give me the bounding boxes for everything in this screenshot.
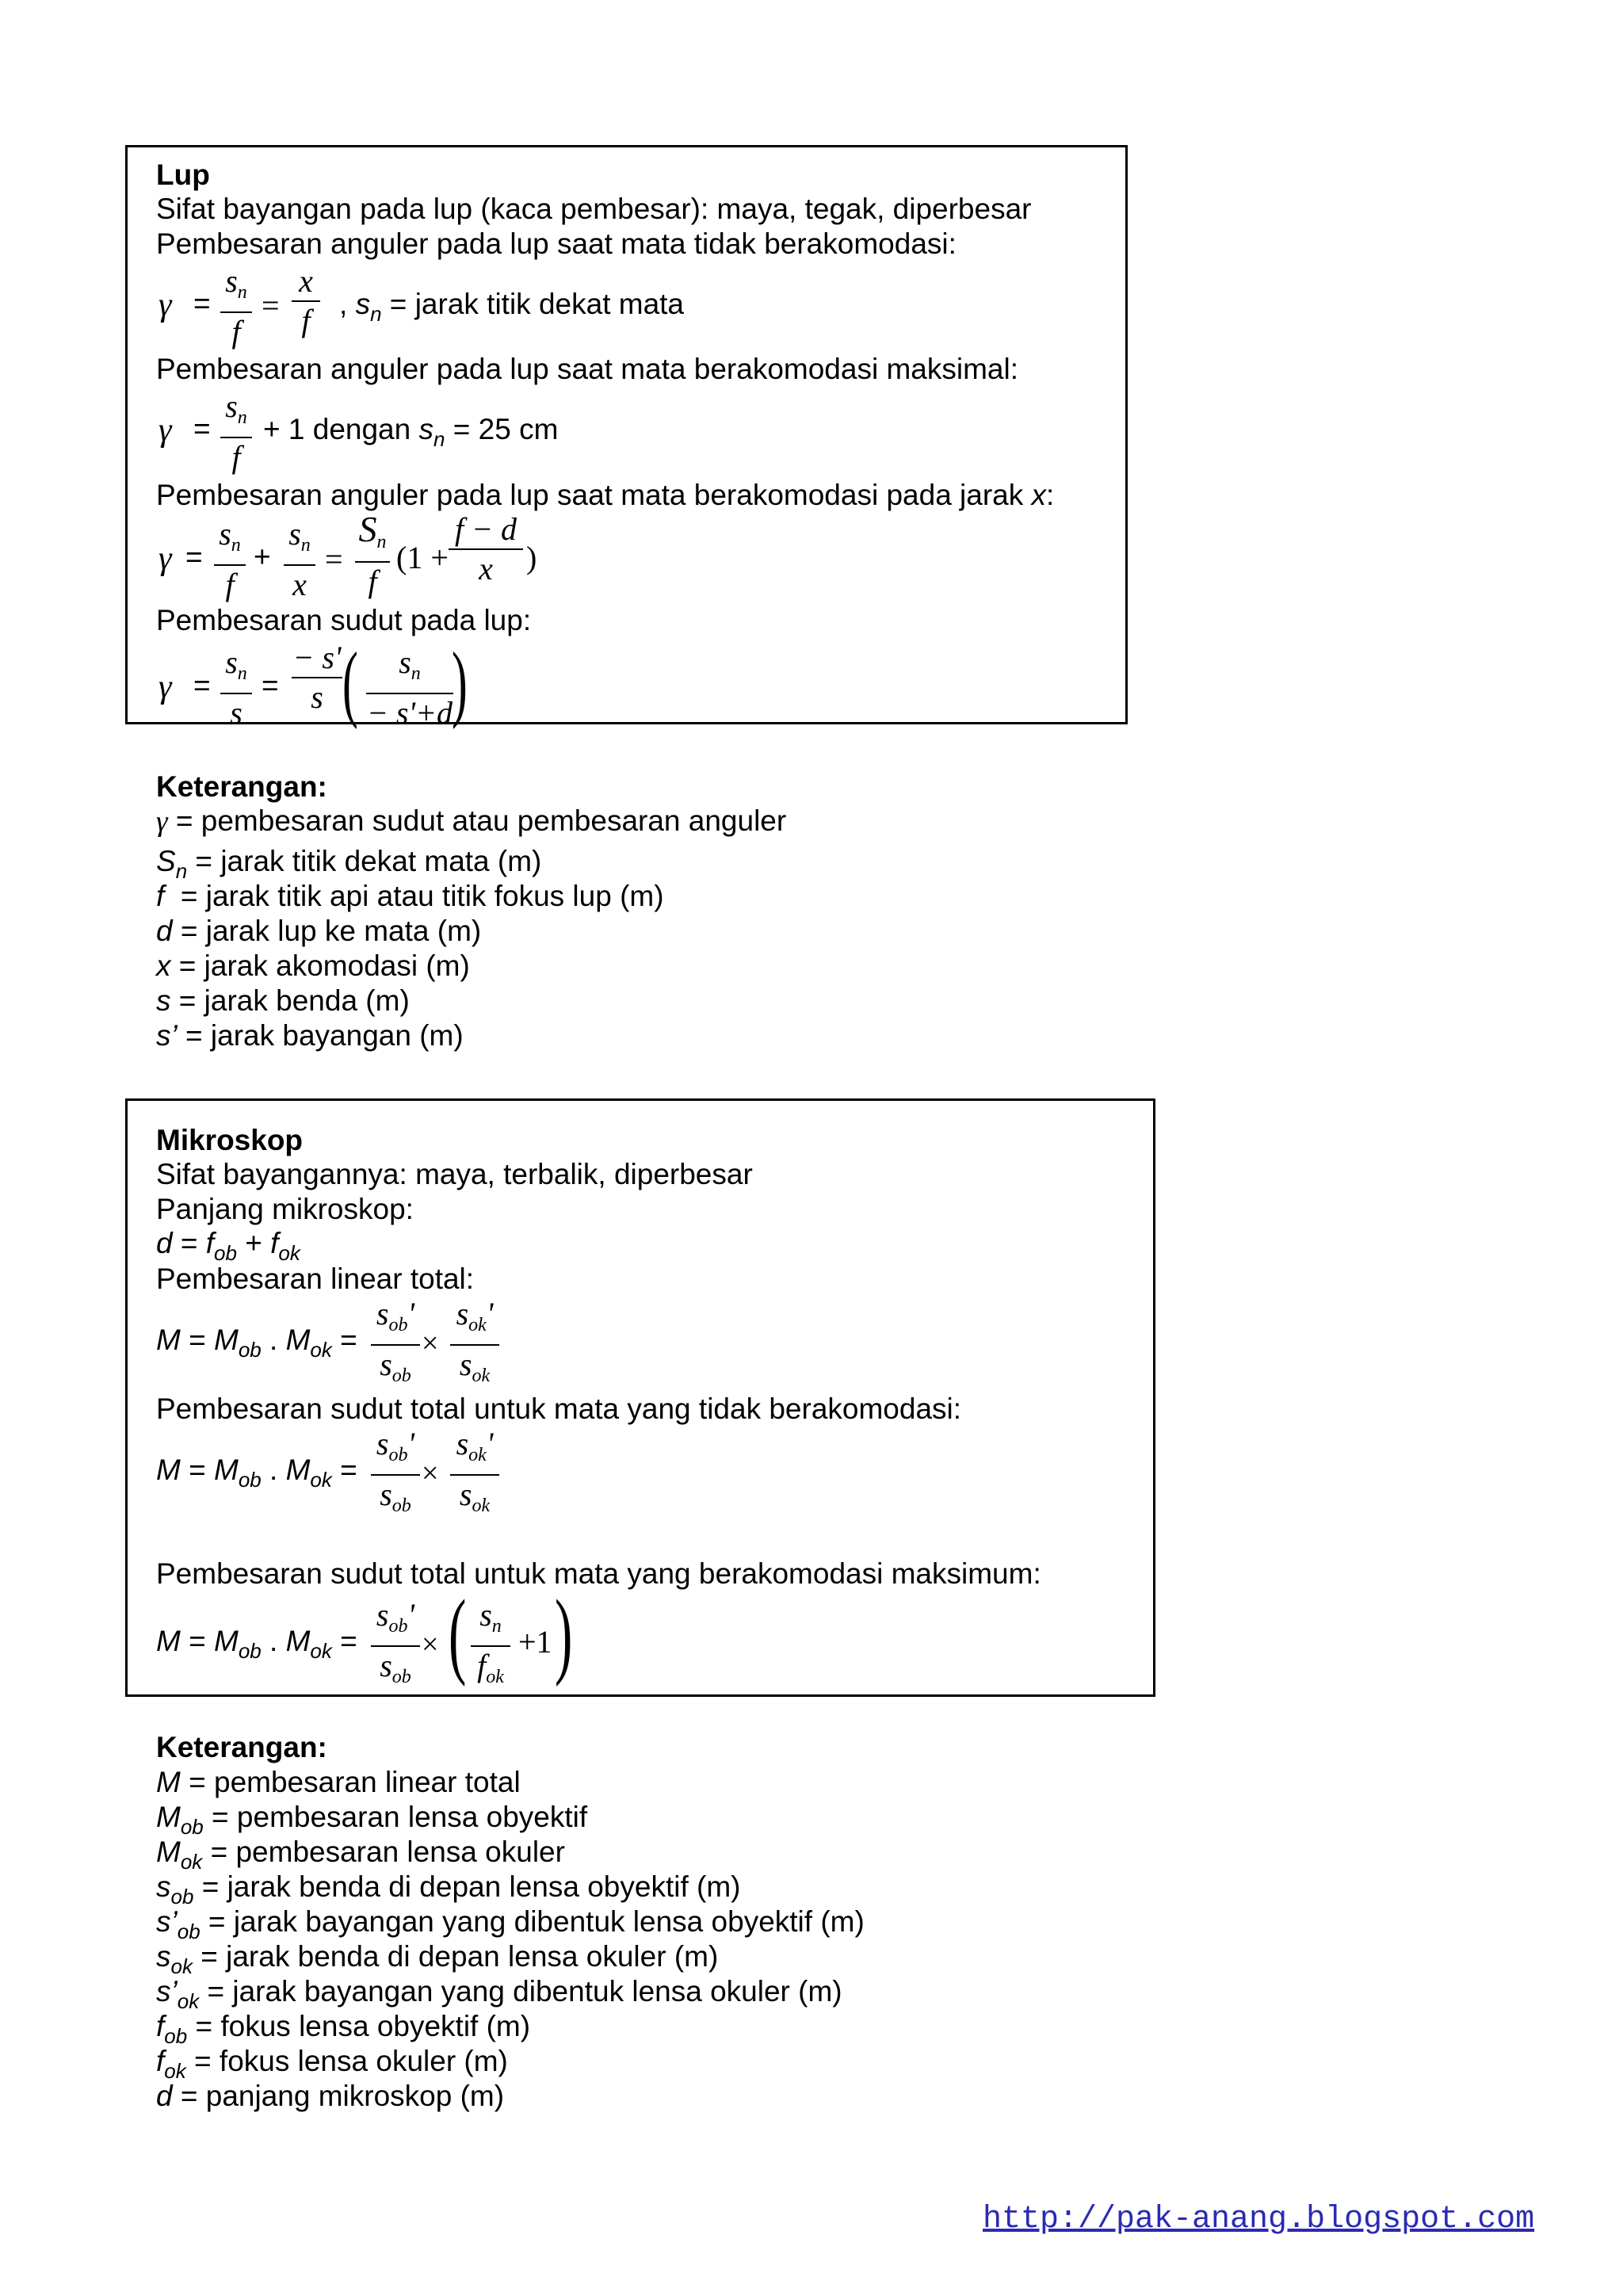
keterangan-2-item: $f_{ob}$ = fokus lensa obyektif (m) xyxy=(156,2010,531,2048)
keterangan-2-item: $s’_{ob}$ = jarak bayangan yang dibentuk lensa obyektif (m) xyxy=(156,1905,865,1943)
keterangan-2-item: $s_{ob}$ = jarak benda di depan lensa obyektif (m) xyxy=(156,1870,741,1908)
mikroskop-title: Mikroskop xyxy=(156,1124,304,1156)
keterangan-1-item: x = jarak akomodasi (m) xyxy=(156,949,470,982)
mikroskop-line-panjang: Panjang mikroskop: xyxy=(156,1193,414,1225)
keterangan-2-item: $M_{ok}$ = pembesaran lensa okuler xyxy=(156,1836,565,1874)
keterangan-1-title: Keterangan: xyxy=(156,770,327,803)
keterangan-2-title: Keterangan: xyxy=(156,1731,327,1763)
mikroskop-formula-panjang: $d = f_{ob} + f_{ok}$ xyxy=(156,1227,300,1265)
keterangan-2-item: $s_{ok}$ = jarak benda di depan lensa okuler (m) xyxy=(156,1940,719,1978)
keterangan-2-item: $f_{ok}$ = fokus lensa okuler (m) xyxy=(156,2045,508,2083)
keterangan-1-item: d = jarak lup ke mata (m) xyxy=(156,915,482,947)
mikroskop-line-akomodasi-maksimum: Pembesaran sudut total untuk mata yang berakomodasi maksimum: xyxy=(156,1557,1041,1590)
lup-line-anguler-jarak-x: Pembesaran anguler pada lup saat mata berakomodasi pada jarak x: xyxy=(156,479,1055,511)
lup-line-anguler-tidak: Pembesaran anguler pada lup saat mata tidak berakomodasi: xyxy=(156,227,957,260)
keterangan-1-item: $S_n$ = jarak titik dekat mata (m) xyxy=(156,845,542,883)
keterangan-1-item: s = jarak benda (m) xyxy=(156,984,410,1017)
lup-line-sifat: Sifat bayangan pada lup (kaca pembesar): maya, tegak, diperbesar xyxy=(156,193,1032,225)
keterangan-1-item: γ = pembesaran sudut atau pembesaran anguler xyxy=(156,804,787,838)
keterangan-2-item: $s’_{ok}$ = jarak bayangan yang dibentuk lensa okuler (m) xyxy=(156,1975,842,2013)
keterangan-2-item: $M_{ob}$ = pembesaran lensa obyektif xyxy=(156,1801,588,1839)
mikroskop-line-tidak-akomodasi: Pembesaran sudut total untuk mata yang tidak berakomodasi: xyxy=(156,1392,962,1425)
mikroskop-line-sifat: Sifat bayangannya: maya, terbalik, diperbesar xyxy=(156,1158,753,1190)
keterangan-2-item: d = panjang mikroskop (m) xyxy=(156,2080,505,2112)
mikroskop-line-linear: Pembesaran linear total: xyxy=(156,1263,475,1295)
lup-line-anguler-maksimal: Pembesaran anguler pada lup saat mata berakomodasi maksimal: xyxy=(156,353,1018,385)
keterangan-1-item: s’ = jarak bayangan (m) xyxy=(156,1019,464,1052)
keterangan-2-item: M = pembesaran linear total xyxy=(156,1766,521,1798)
keterangan-1-item: f = jarak titik api atau titik fokus lup (m) xyxy=(156,880,664,912)
lup-title: Lup xyxy=(156,159,210,191)
footer-url-link[interactable]: http://pak-anang.blogspot.com xyxy=(983,2202,1535,2237)
lup-line-sudut: Pembesaran sudut pada lup: xyxy=(156,604,532,636)
